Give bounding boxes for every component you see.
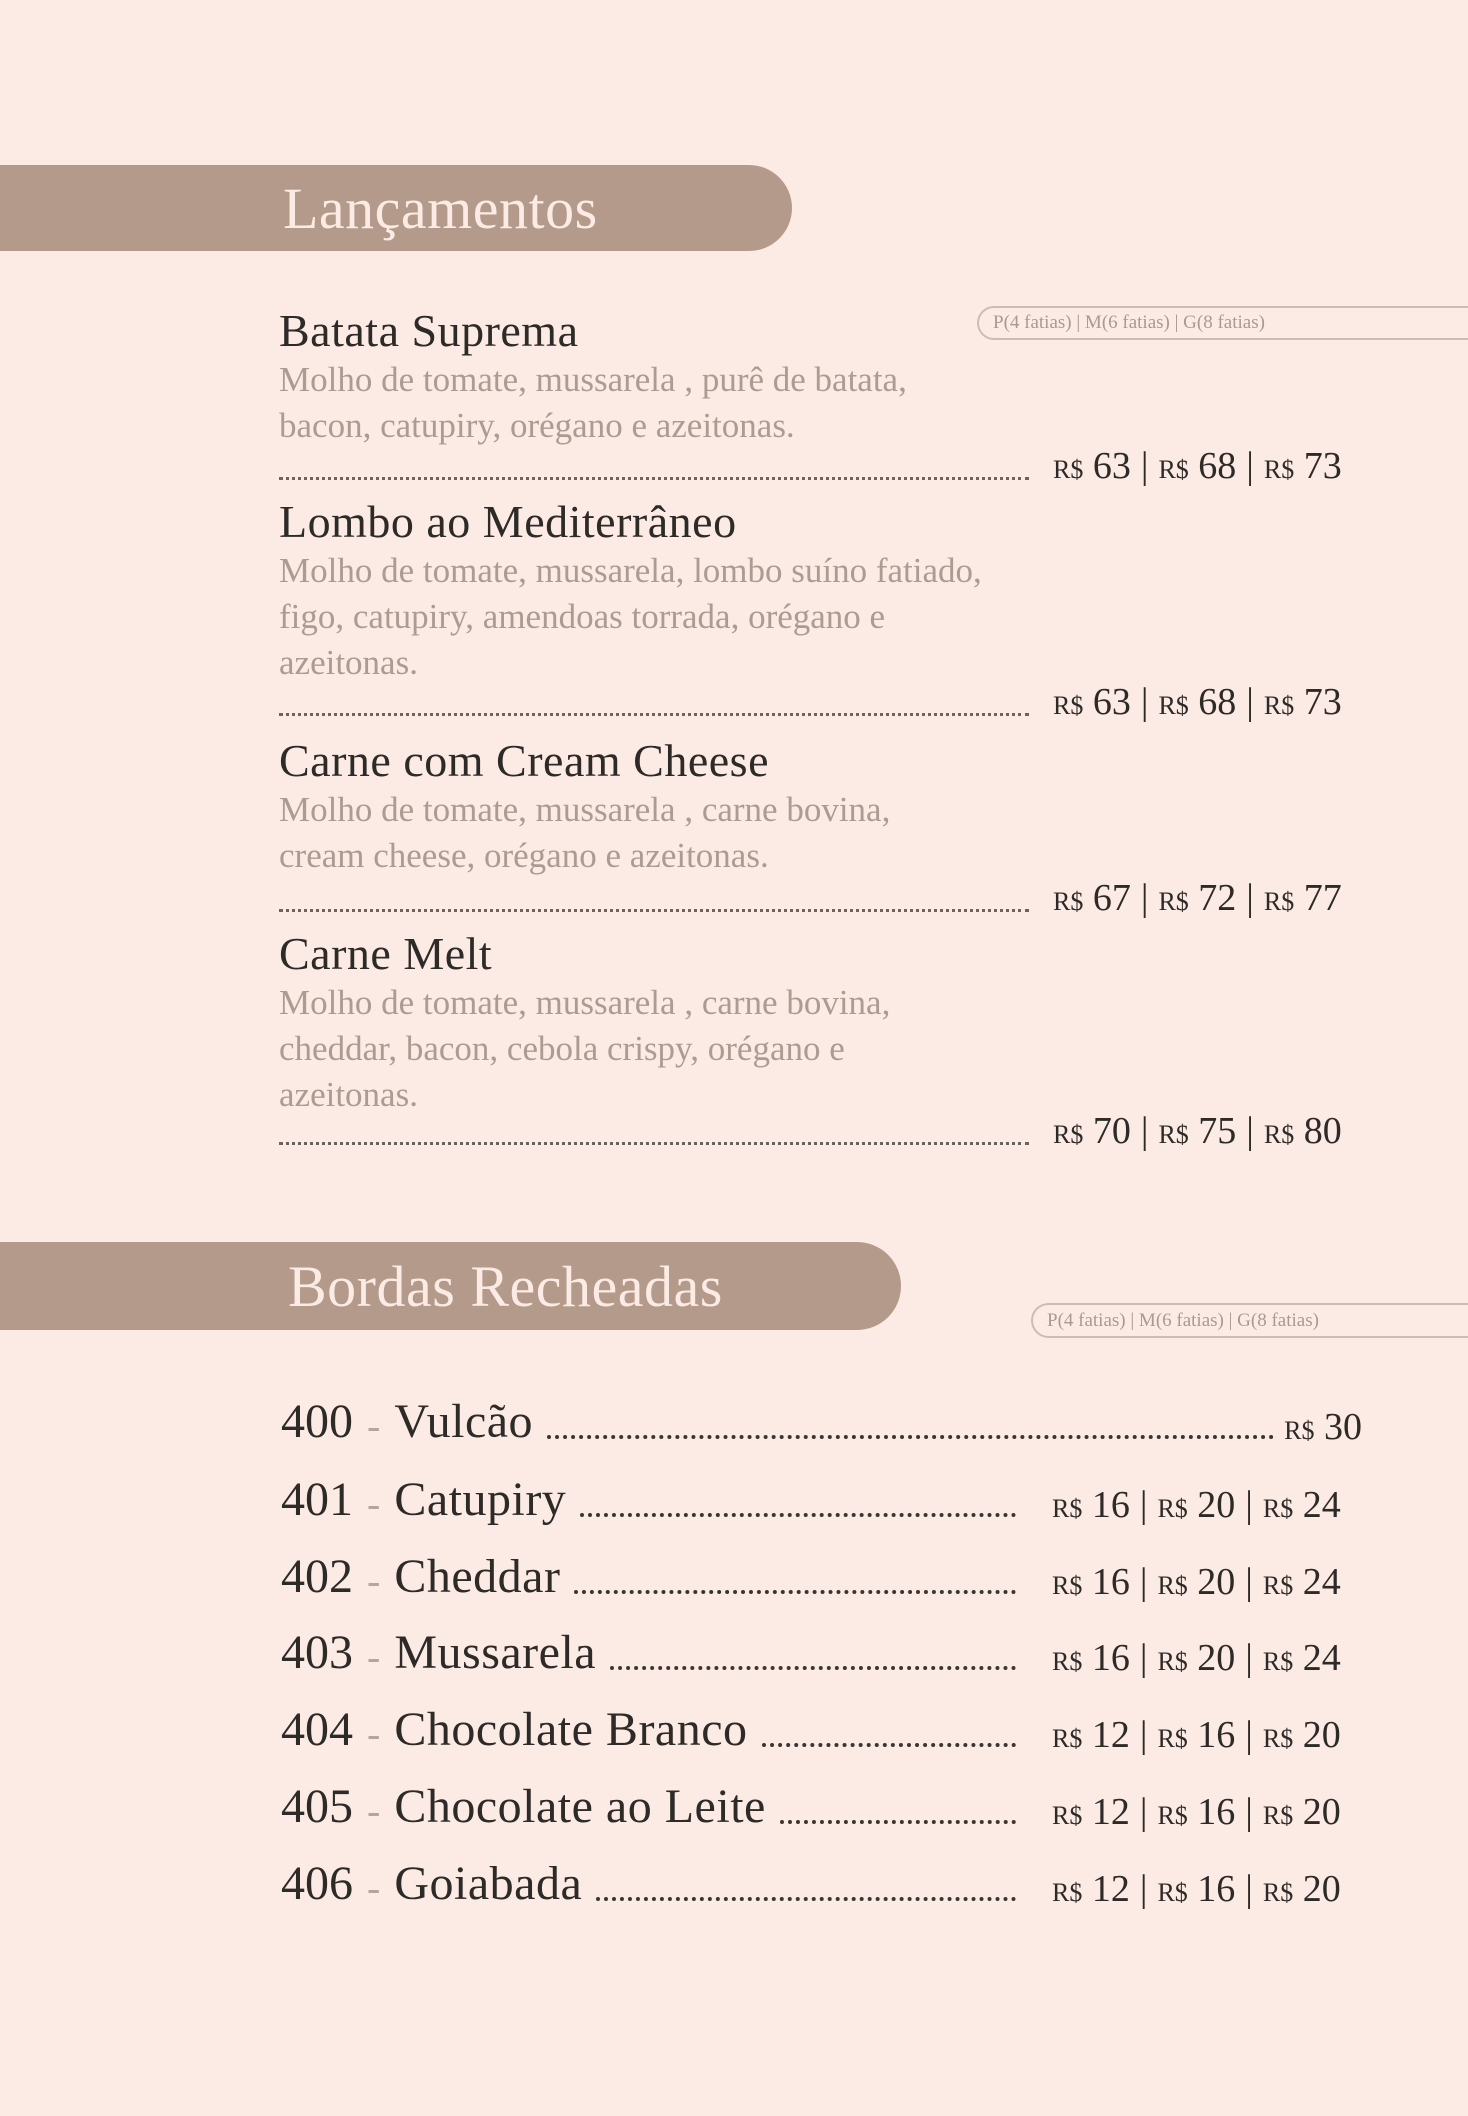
price-separator: | bbox=[1246, 1110, 1254, 1152]
price-value: 73 bbox=[1303, 445, 1342, 487]
price-separator: | bbox=[1140, 445, 1149, 487]
currency-label: R$ bbox=[1158, 887, 1189, 916]
item-name: Chocolate ao Leite bbox=[394, 1780, 766, 1833]
sizes-legend: P(4 fatias) | M(6 fatias) | G(8 fatias) bbox=[977, 306, 1468, 340]
price-separator: | bbox=[1246, 681, 1254, 723]
currency-label: R$ bbox=[1052, 1647, 1083, 1676]
item-description: cheddar, bacon, cebola crispy, orégano e bbox=[279, 1029, 845, 1068]
dotted-leader bbox=[279, 477, 1029, 480]
item-code: 403 bbox=[281, 1626, 353, 1679]
price-separator: | bbox=[1139, 1561, 1148, 1603]
currency-label: R$ bbox=[1263, 691, 1295, 720]
dash: - bbox=[367, 1481, 381, 1526]
price-row bbox=[279, 877, 1379, 920]
currency-label: R$ bbox=[1052, 1801, 1083, 1830]
currency-label: R$ bbox=[1262, 1647, 1294, 1676]
currency-label: R$ bbox=[1284, 1416, 1315, 1445]
item-code: 405 bbox=[281, 1780, 353, 1833]
price-separator: | bbox=[1246, 877, 1254, 919]
dash: - bbox=[367, 1403, 381, 1448]
item-code: 402 bbox=[281, 1550, 353, 1603]
currency-label: R$ bbox=[1158, 1120, 1189, 1149]
currency-label: R$ bbox=[1158, 691, 1189, 720]
price-value: 20 bbox=[1197, 1561, 1236, 1603]
price-value: 30 bbox=[1324, 1406, 1362, 1448]
price-value: 24 bbox=[1302, 1484, 1341, 1526]
price-list bbox=[1284, 1405, 1362, 1449]
currency-label: R$ bbox=[1157, 1878, 1188, 1907]
item-description: figo, catupiry, amendoas torrada, orégano e bbox=[279, 597, 886, 636]
menu-item bbox=[279, 928, 1099, 1118]
currency-label: R$ bbox=[1262, 1494, 1294, 1523]
currency-label: R$ bbox=[1157, 1494, 1188, 1523]
price-separator: | bbox=[1139, 1637, 1148, 1679]
price-value: 70 bbox=[1092, 1110, 1131, 1152]
currency-label: R$ bbox=[1052, 1571, 1083, 1600]
borda-item bbox=[281, 1471, 1372, 1527]
price-value: 20 bbox=[1197, 1637, 1236, 1679]
price-value: 16 bbox=[1091, 1637, 1130, 1679]
price-row bbox=[279, 1110, 1379, 1153]
dash: - bbox=[367, 1634, 381, 1679]
price-list bbox=[1052, 1483, 1372, 1527]
price-separator: | bbox=[1245, 1484, 1253, 1526]
item-name: Chocolate Branco bbox=[394, 1703, 748, 1756]
item-description: Molho de tomate, mussarela , carne bovina, bbox=[279, 983, 891, 1022]
borda-item bbox=[281, 1393, 1362, 1449]
price-separator: | bbox=[1245, 1714, 1253, 1756]
section-title: Bordas Recheadas bbox=[288, 1253, 723, 1319]
currency-label: R$ bbox=[1157, 1647, 1188, 1676]
sizes-legend: P(4 fatias) | M(6 fatias) | G(8 fatias) bbox=[1031, 1303, 1468, 1338]
item-code: 404 bbox=[281, 1703, 353, 1756]
price-value: 16 bbox=[1197, 1714, 1236, 1756]
price-value: 24 bbox=[1302, 1637, 1341, 1679]
price-list bbox=[1052, 1790, 1372, 1834]
dash: - bbox=[367, 1558, 381, 1603]
item-description: Molho de tomate, mussarela, lombo suíno fatiado, bbox=[279, 551, 982, 590]
price-value: 12 bbox=[1091, 1868, 1130, 1910]
dotted-leader bbox=[574, 1590, 1016, 1594]
price-value: 12 bbox=[1091, 1714, 1130, 1756]
item-name: Cheddar bbox=[394, 1550, 561, 1603]
currency-label: R$ bbox=[1052, 1724, 1083, 1753]
item-description: azeitonas. bbox=[279, 1075, 418, 1114]
price-value: 67 bbox=[1092, 877, 1131, 919]
price-value: 24 bbox=[1302, 1561, 1341, 1603]
dotted-leader bbox=[279, 909, 1029, 912]
price-separator: | bbox=[1245, 1868, 1253, 1910]
price-separator: | bbox=[1139, 1868, 1148, 1910]
currency-label: R$ bbox=[1053, 691, 1084, 720]
borda-item bbox=[281, 1548, 1372, 1604]
dotted-leader bbox=[279, 713, 1029, 716]
item-description: cream cheese, orégano e azeitonas. bbox=[279, 836, 769, 875]
currency-label: R$ bbox=[1052, 1494, 1083, 1523]
price-value: 16 bbox=[1197, 1868, 1236, 1910]
item-name: Batata Suprema bbox=[279, 305, 579, 356]
price-value: 63 bbox=[1092, 681, 1131, 723]
price-value: 12 bbox=[1091, 1791, 1130, 1833]
currency-label: R$ bbox=[1263, 1120, 1295, 1149]
item-code: 400 bbox=[281, 1395, 353, 1448]
item-description: Molho de tomate, mussarela , carne bovina, bbox=[279, 790, 891, 829]
currency-label: R$ bbox=[1263, 887, 1295, 916]
price-separator: | bbox=[1139, 1791, 1148, 1833]
dash: - bbox=[367, 1788, 381, 1833]
price-value: 77 bbox=[1303, 877, 1342, 919]
currency-label: R$ bbox=[1053, 1120, 1084, 1149]
price-row bbox=[279, 445, 1379, 488]
price-separator: | bbox=[1140, 877, 1149, 919]
price-value: 80 bbox=[1303, 1110, 1342, 1152]
currency-label: R$ bbox=[1053, 887, 1084, 916]
currency-label: R$ bbox=[1157, 1801, 1188, 1830]
price-list bbox=[1052, 1713, 1372, 1757]
currency-label: R$ bbox=[1157, 1724, 1188, 1753]
price-separator: | bbox=[1140, 681, 1149, 723]
currency-label: R$ bbox=[1262, 1801, 1294, 1830]
currency-label: R$ bbox=[1263, 455, 1295, 484]
price-separator: | bbox=[1245, 1561, 1253, 1603]
item-name: Catupiry bbox=[394, 1473, 567, 1526]
currency-label: R$ bbox=[1157, 1571, 1188, 1600]
borda-item bbox=[281, 1701, 1372, 1757]
price-separator: | bbox=[1140, 1110, 1149, 1152]
price-row bbox=[279, 681, 1379, 724]
currency-label: R$ bbox=[1262, 1571, 1294, 1600]
dotted-leader bbox=[596, 1897, 1016, 1901]
dash: - bbox=[367, 1865, 381, 1910]
price-value: 68 bbox=[1198, 445, 1237, 487]
price-separator: | bbox=[1139, 1484, 1148, 1526]
dotted-leader bbox=[580, 1513, 1016, 1517]
item-code: 406 bbox=[281, 1857, 353, 1910]
price-list bbox=[1053, 680, 1342, 724]
menu-item bbox=[279, 305, 1099, 449]
price-value: 68 bbox=[1198, 681, 1237, 723]
dotted-leader bbox=[279, 1142, 1029, 1145]
item-code: 401 bbox=[281, 1473, 353, 1526]
price-value: 16 bbox=[1091, 1484, 1130, 1526]
item-description: Molho de tomate, mussarela , purê de batata, bbox=[279, 360, 907, 399]
price-value: 20 bbox=[1197, 1484, 1236, 1526]
item-name: Mussarela bbox=[394, 1626, 597, 1679]
borda-item bbox=[281, 1855, 1372, 1911]
section-banner-bordas bbox=[0, 1242, 901, 1330]
currency-label: R$ bbox=[1158, 455, 1189, 484]
price-list bbox=[1053, 876, 1342, 920]
currency-label: R$ bbox=[1052, 1878, 1083, 1907]
section-banner-lancamentos bbox=[0, 165, 792, 251]
price-separator: | bbox=[1139, 1714, 1148, 1756]
price-value: 75 bbox=[1198, 1110, 1237, 1152]
item-description: azeitonas. bbox=[279, 643, 418, 682]
borda-item bbox=[281, 1624, 1372, 1680]
item-name: Carne com Cream Cheese bbox=[279, 735, 769, 786]
dotted-leader bbox=[780, 1820, 1016, 1824]
price-list bbox=[1053, 1109, 1342, 1153]
price-value: 16 bbox=[1091, 1561, 1130, 1603]
item-name: Vulcão bbox=[394, 1395, 534, 1448]
dotted-leader bbox=[547, 1435, 1274, 1439]
price-list bbox=[1052, 1636, 1372, 1680]
dotted-leader bbox=[610, 1666, 1016, 1670]
price-value: 72 bbox=[1198, 877, 1237, 919]
section-title: Lançamentos bbox=[283, 175, 598, 241]
menu-item bbox=[279, 735, 1099, 879]
price-list bbox=[1053, 444, 1342, 488]
currency-label: R$ bbox=[1053, 455, 1084, 484]
menu-item bbox=[279, 496, 1099, 686]
price-list bbox=[1052, 1560, 1372, 1604]
price-value: 20 bbox=[1302, 1791, 1341, 1833]
price-separator: | bbox=[1245, 1791, 1253, 1833]
item-description: bacon, catupiry, orégano e azeitonas. bbox=[279, 406, 795, 445]
price-list bbox=[1052, 1867, 1372, 1911]
dash: - bbox=[367, 1711, 381, 1756]
currency-label: R$ bbox=[1262, 1878, 1294, 1907]
price-value: 63 bbox=[1092, 445, 1131, 487]
price-value: 20 bbox=[1302, 1868, 1341, 1910]
currency-label: R$ bbox=[1262, 1724, 1294, 1753]
item-name: Carne Melt bbox=[279, 928, 493, 979]
price-separator: | bbox=[1246, 445, 1254, 487]
item-name: Lombo ao Mediterrâneo bbox=[279, 496, 737, 547]
price-value: 73 bbox=[1303, 681, 1342, 723]
price-separator: | bbox=[1245, 1637, 1253, 1679]
price-value: 16 bbox=[1197, 1791, 1236, 1833]
price-value: 20 bbox=[1302, 1714, 1341, 1756]
borda-item bbox=[281, 1778, 1372, 1834]
dotted-leader bbox=[762, 1743, 1016, 1747]
item-name: Goiabada bbox=[394, 1857, 583, 1910]
